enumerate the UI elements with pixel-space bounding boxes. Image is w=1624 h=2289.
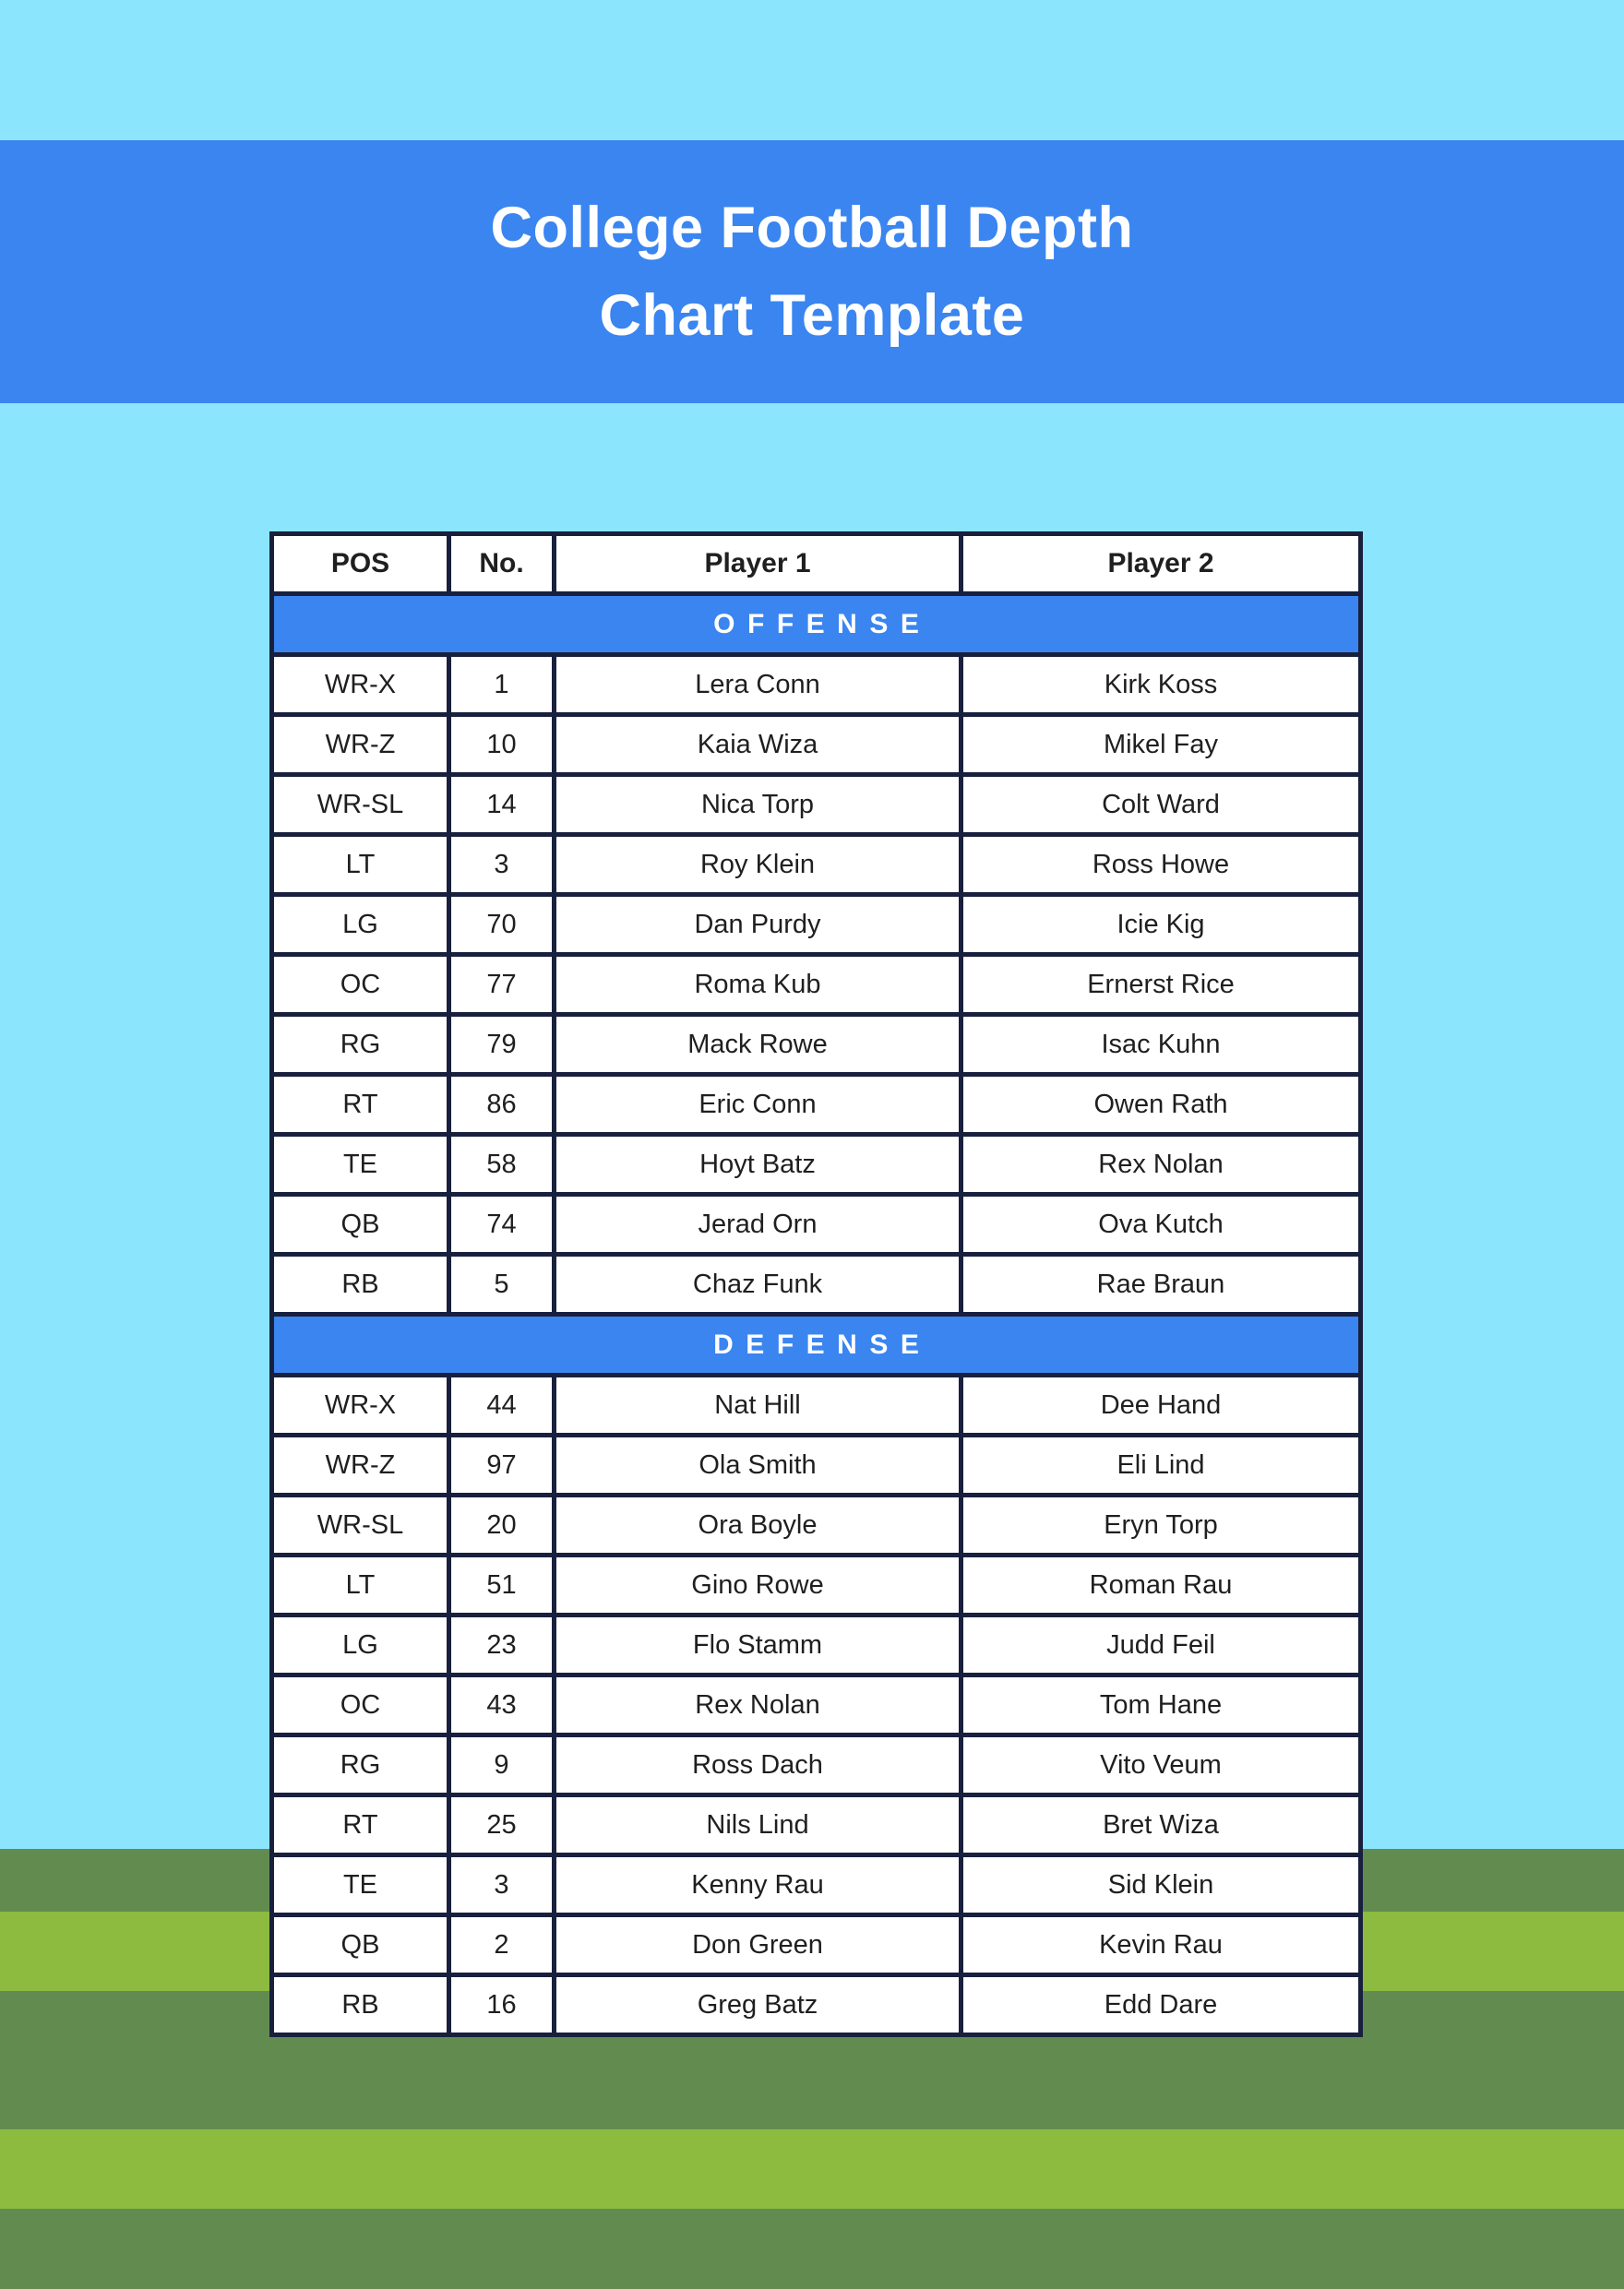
- table-row: [272, 1436, 1361, 1496]
- cell-player1: Nat Hill: [555, 1376, 961, 1436]
- depth-chart-table: [269, 531, 1363, 2037]
- table-row: [272, 1075, 1361, 1135]
- cell-player1: Roma Kub: [555, 955, 961, 1015]
- table-row: [272, 1376, 1361, 1436]
- cell-number: 51: [449, 1556, 555, 1615]
- cell-player2: Icie Kig: [961, 895, 1361, 955]
- cell-number: 3: [449, 1855, 555, 1915]
- cell-number: 16: [449, 1975, 555, 2035]
- cell-player2: Dee Hand: [961, 1376, 1361, 1436]
- cell-player1: Nica Torp: [555, 775, 961, 835]
- cell-pos: LT: [272, 835, 449, 895]
- cell-player2: Rex Nolan: [961, 1135, 1361, 1195]
- table-row: [272, 895, 1361, 955]
- cell-player1: Chaz Funk: [555, 1255, 961, 1315]
- cell-number: 3: [449, 835, 555, 895]
- table-row: [272, 1556, 1361, 1615]
- cell-pos: OC: [272, 955, 449, 1015]
- cell-player2: Sid Klein: [961, 1855, 1361, 1915]
- cell-player2: Judd Feil: [961, 1615, 1361, 1675]
- cell-player2: Rae Braun: [961, 1255, 1361, 1315]
- cell-number: 10: [449, 715, 555, 775]
- cell-player2: Kevin Rau: [961, 1915, 1361, 1975]
- page-title: [491, 185, 1134, 359]
- cell-number: 2: [449, 1915, 555, 1975]
- cell-player2: Isac Kuhn: [961, 1015, 1361, 1075]
- cell-player2: Edd Dare: [961, 1975, 1361, 2035]
- cell-player1: Nils Lind: [555, 1795, 961, 1855]
- table-row: [272, 835, 1361, 895]
- cell-player1: Kaia Wiza: [555, 715, 961, 775]
- table-row: [272, 1195, 1361, 1255]
- column-header-player1: Player 1: [555, 534, 961, 594]
- cell-number: 70: [449, 895, 555, 955]
- cell-number: 9: [449, 1735, 555, 1795]
- cell-player2: Eli Lind: [961, 1436, 1361, 1496]
- cell-player2: Mikel Fay: [961, 715, 1361, 775]
- cell-number: 77: [449, 955, 555, 1015]
- cell-player1: Ola Smith: [555, 1436, 961, 1496]
- table-row: [272, 775, 1361, 835]
- cell-player1: Flo Stamm: [555, 1615, 961, 1675]
- cell-player2: Eryn Torp: [961, 1496, 1361, 1556]
- cell-number: 43: [449, 1675, 555, 1735]
- table-row: [272, 1496, 1361, 1556]
- cell-player1: Gino Rowe: [555, 1556, 961, 1615]
- cell-player1: Kenny Rau: [555, 1855, 961, 1915]
- cell-player2: Owen Rath: [961, 1075, 1361, 1135]
- cell-player1: Greg Batz: [555, 1975, 961, 2035]
- cell-player1: Ora Boyle: [555, 1496, 961, 1556]
- table-row: [272, 1255, 1361, 1315]
- cell-player1: Hoyt Batz: [555, 1135, 961, 1195]
- cell-player2: Colt Ward: [961, 775, 1361, 835]
- header-banner: [0, 140, 1624, 403]
- table-row: [272, 1735, 1361, 1795]
- table-row: [272, 1915, 1361, 1975]
- cell-pos: RG: [272, 1735, 449, 1795]
- table-row: [272, 1975, 1361, 2035]
- cell-number: 58: [449, 1135, 555, 1195]
- cell-pos: WR-SL: [272, 775, 449, 835]
- cell-pos: LT: [272, 1556, 449, 1615]
- cell-pos: WR-X: [272, 655, 449, 715]
- cell-player2: Ova Kutch: [961, 1195, 1361, 1255]
- cell-number: 1: [449, 655, 555, 715]
- section-label: OFFENSE: [272, 594, 1361, 655]
- column-header-pos: POS: [272, 534, 449, 594]
- cell-player1: Dan Purdy: [555, 895, 961, 955]
- column-header-player2: Player 2: [961, 534, 1361, 594]
- table-row: [272, 1615, 1361, 1675]
- cell-player1: Lera Conn: [555, 655, 961, 715]
- cell-pos: OC: [272, 1675, 449, 1735]
- cell-player1: Eric Conn: [555, 1075, 961, 1135]
- cell-player2: Kirk Koss: [961, 655, 1361, 715]
- page-title-line-1: College Football Depth: [490, 196, 1134, 260]
- cell-pos: LG: [272, 895, 449, 955]
- cell-number: 14: [449, 775, 555, 835]
- field-stripe-lime-2: [0, 2129, 1624, 2209]
- cell-number: 86: [449, 1075, 555, 1135]
- cell-number: 97: [449, 1436, 555, 1496]
- cell-player2: Roman Rau: [961, 1556, 1361, 1615]
- cell-pos: WR-Z: [272, 715, 449, 775]
- cell-pos: RG: [272, 1015, 449, 1075]
- table-row: [272, 655, 1361, 715]
- cell-player2: Tom Hane: [961, 1675, 1361, 1735]
- column-header-number: No.: [449, 534, 555, 594]
- page-title-line-2: Chart Template: [599, 282, 1025, 348]
- cell-player1: Roy Klein: [555, 835, 961, 895]
- cell-number: 25: [449, 1795, 555, 1855]
- table-row: [272, 1015, 1361, 1075]
- cell-player2: Vito Veum: [961, 1735, 1361, 1795]
- cell-pos: WR-X: [272, 1376, 449, 1436]
- cell-pos: RT: [272, 1795, 449, 1855]
- cell-player1: Don Green: [555, 1915, 961, 1975]
- table-header-row: [272, 534, 1361, 594]
- table-row: [272, 1855, 1361, 1915]
- cell-number: 20: [449, 1496, 555, 1556]
- cell-number: 5: [449, 1255, 555, 1315]
- cell-number: 44: [449, 1376, 555, 1436]
- cell-number: 23: [449, 1615, 555, 1675]
- cell-player1: Mack Rowe: [555, 1015, 961, 1075]
- cell-player2: Ernerst Rice: [961, 955, 1361, 1015]
- cell-player1: Rex Nolan: [555, 1675, 961, 1735]
- cell-number: 79: [449, 1015, 555, 1075]
- section-header-defense: [272, 1315, 1361, 1376]
- section-label: DEFENSE: [272, 1315, 1361, 1376]
- table-row: [272, 1135, 1361, 1195]
- cell-pos: TE: [272, 1855, 449, 1915]
- table-row: [272, 955, 1361, 1015]
- cell-pos: RT: [272, 1075, 449, 1135]
- cell-player1: Ross Dach: [555, 1735, 961, 1795]
- section-header-offense: [272, 594, 1361, 655]
- table-row: [272, 715, 1361, 775]
- table-row: [272, 1675, 1361, 1735]
- cell-pos: WR-SL: [272, 1496, 449, 1556]
- cell-player2: Ross Howe: [961, 835, 1361, 895]
- cell-pos: LG: [272, 1615, 449, 1675]
- cell-pos: QB: [272, 1915, 449, 1975]
- table-body: [272, 594, 1361, 2035]
- cell-pos: RB: [272, 1255, 449, 1315]
- cell-player2: Bret Wiza: [961, 1795, 1361, 1855]
- cell-pos: RB: [272, 1975, 449, 2035]
- cell-pos: QB: [272, 1195, 449, 1255]
- cell-number: 74: [449, 1195, 555, 1255]
- cell-pos: WR-Z: [272, 1436, 449, 1496]
- cell-player1: Jerad Orn: [555, 1195, 961, 1255]
- table-row: [272, 1795, 1361, 1855]
- cell-pos: TE: [272, 1135, 449, 1195]
- field-stripe-sage-3: [0, 2209, 1624, 2289]
